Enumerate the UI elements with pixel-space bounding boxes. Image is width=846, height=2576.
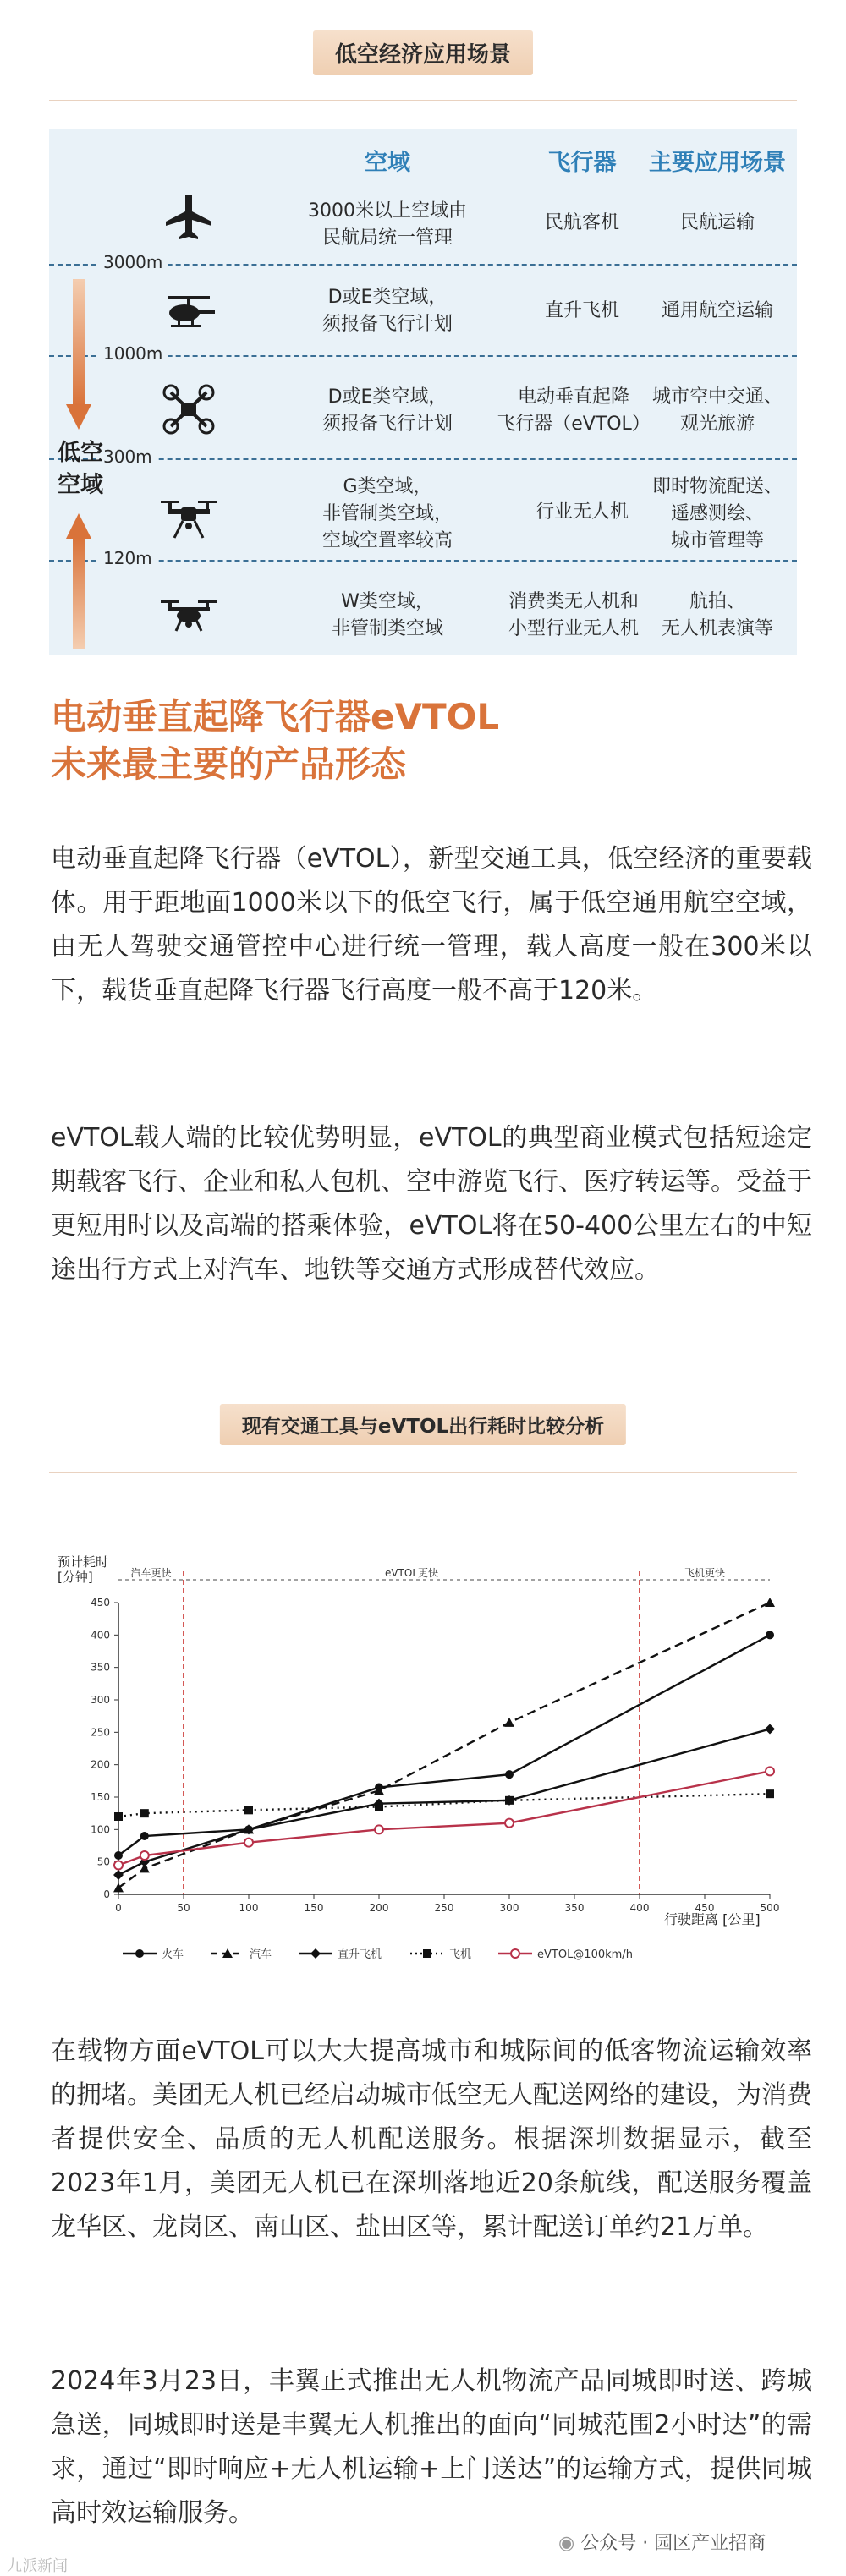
- legend-label: 直升飞机: [338, 1948, 382, 1961]
- section-title-chart: 现有交通工具与eVTOL出行耗时比较分析: [220, 1404, 626, 1445]
- chart-svg: [42, 1514, 804, 1987]
- altitude-label-1000: 1000m: [98, 343, 168, 364]
- data-point: [140, 1832, 149, 1840]
- data-point: [140, 1809, 149, 1817]
- legend-label: 汽车: [250, 1948, 272, 1961]
- row4-scene: 即时物流配送、 遥感测绘、 城市管理等: [651, 476, 783, 551]
- row2-aircraft: 直升飞机: [544, 300, 619, 321]
- industrial-drone-icon: [159, 494, 218, 545]
- x-tick-label: 350: [564, 1902, 585, 1914]
- data-point: [375, 1803, 383, 1811]
- low-airspace-label: 低空 空域: [58, 440, 103, 498]
- row4-aircraft: 行业无人机: [535, 501, 629, 523]
- region-label: eVTOL更快: [384, 1567, 439, 1579]
- data-point: [765, 1724, 775, 1735]
- altitude-label-120: 120m: [98, 548, 157, 568]
- x-tick-label: 0: [115, 1902, 122, 1914]
- row2-scene: 通用航空运输: [661, 300, 773, 321]
- altitude-line-300: [49, 458, 797, 460]
- data-point: [765, 1598, 775, 1607]
- x-tick-label: 250: [434, 1902, 454, 1914]
- row5-aircraft: 消费类无人机和 小型行业无人机: [508, 591, 639, 639]
- x-tick-label: 400: [629, 1902, 650, 1914]
- region-label: 汽车更快: [130, 1567, 172, 1579]
- data-point: [114, 1812, 123, 1821]
- y-tick-label: 50: [96, 1855, 110, 1868]
- data-point: [766, 1631, 774, 1639]
- data-point: [375, 1825, 383, 1833]
- row5-scene: 航拍、 无人机表演等: [661, 591, 773, 639]
- row4-airspace: G类空域， 非管制类空域， 空域空置率较高: [321, 476, 453, 551]
- altitude-label-3000: 3000m: [98, 252, 168, 272]
- x-tick-label: 100: [239, 1902, 259, 1914]
- data-point: [114, 1851, 123, 1860]
- data-point: [505, 1819, 514, 1828]
- y-tick-label: 400: [91, 1629, 110, 1642]
- y-tick-label: 450: [91, 1597, 110, 1609]
- y-tick-label: 0: [103, 1888, 110, 1900]
- series-line: [118, 1771, 770, 1865]
- legend-label: 火车: [162, 1948, 184, 1961]
- row2-airspace: D或E类空域， 须报备飞行计划: [321, 287, 453, 335]
- legend-marker: [423, 1949, 431, 1958]
- series-line: [118, 1635, 770, 1855]
- footer-account: ◉ 公众号 · 园区产业招商: [558, 2533, 766, 2554]
- row3-scene: 城市空中交通、 观光旅游: [651, 386, 783, 435]
- airplane-icon: [159, 191, 218, 242]
- y-tick-label: 350: [91, 1661, 110, 1674]
- y-tick-label: 150: [91, 1791, 110, 1803]
- low-altitude-table: [49, 129, 797, 655]
- arrow-up-icon: [66, 513, 91, 649]
- wechat-icon: ◉: [558, 2533, 581, 2554]
- y-tick-label: 100: [91, 1823, 110, 1836]
- legend-label: eVTOL@100km/h: [537, 1948, 633, 1961]
- data-point: [766, 1789, 774, 1798]
- y-axis-label: 预计耗时: [58, 1554, 109, 1570]
- data-point: [114, 1861, 123, 1870]
- legend-label: 飞机: [449, 1948, 472, 1961]
- series-line: [118, 1794, 770, 1817]
- legend-marker: [511, 1949, 519, 1958]
- row5-airspace: W类空域， 非管制类空域: [331, 591, 443, 639]
- y-tick-label: 300: [91, 1694, 110, 1706]
- paragraph-2: eVTOL载人端的比较优势明显，eVTOL的典型商业模式包括短途定期载客飞行、企业和私人包机、空中游览飞行、医疗转运等。受益于更短用时以及高端的搭乘体验，eVTOL将在50-400公里左右的中短途出行方式上对汽车、地铁等交通方式形成替代效应。: [51, 1123, 812, 1285]
- arrow-down-icon: [66, 279, 91, 431]
- data-point: [113, 1870, 124, 1880]
- data-point: [140, 1851, 149, 1860]
- y-tick-label: 250: [91, 1726, 110, 1739]
- divider: [49, 1472, 797, 1473]
- data-point: [505, 1796, 514, 1805]
- altitude-label-300: 300m: [98, 447, 157, 467]
- region-label: 飞机更快: [684, 1567, 726, 1579]
- data-point: [244, 1806, 253, 1814]
- data-point: [504, 1718, 514, 1727]
- watermark: 九派新闻: [7, 2557, 68, 2575]
- y-axis-label-unit: [分钟]: [58, 1570, 93, 1585]
- x-tick-label: 300: [499, 1902, 519, 1914]
- x-tick-label: 450: [695, 1902, 715, 1914]
- row3-aircraft: 电动垂直起降 飞行器（eVTOL）: [497, 386, 651, 435]
- paragraph-1: 电动垂直起降飞行器（eVTOL），新型交通工具，低空经济的重要载体。用于距地面1000米以下的低空飞行，属于低空通用航空空域，由无人驾驶交通管控中心进行统一管理，载人高度一般在300米以下，载货垂直起降飞行器飞行高度一般不高于120米。: [51, 844, 812, 1006]
- legend-marker: [135, 1949, 144, 1958]
- helicopter-icon: [159, 286, 218, 337]
- header-airspace: 空域: [365, 150, 410, 176]
- data-point: [766, 1767, 774, 1775]
- x-tick-label: 500: [760, 1902, 780, 1914]
- x-tick-label: 150: [304, 1902, 324, 1914]
- x-tick-label: 50: [177, 1902, 190, 1914]
- x-axis-label: 行驶距离 [公里]: [664, 1911, 761, 1927]
- header-scene: 主要应用场景: [649, 150, 786, 176]
- legend-marker: [310, 1948, 321, 1959]
- header-aircraft: 飞行器: [547, 150, 617, 176]
- row1-airspace: 3000米以上空域由 民航局统一管理: [308, 200, 467, 249]
- paragraph-4: 2024年3月23日，丰翼正式推出无人机物流产品同城即时送、跨城急送，同城即时送是丰翼无人机推出的面向“同城范围2小时达”的需求，通过“即时响应+无人机运输+上门送达”的运输方式，提供同城高时效运输服务。: [51, 2366, 812, 2528]
- travel-time-chart: [42, 1514, 804, 1987]
- evtol-icon: [159, 384, 218, 435]
- series-line: [118, 1603, 770, 1888]
- data-point: [505, 1770, 514, 1779]
- data-point: [244, 1839, 253, 1847]
- x-tick-label: 200: [369, 1902, 389, 1914]
- row1-scene: 民航运输: [679, 212, 755, 233]
- consumer-drone-icon: [159, 592, 218, 643]
- section-title-scenes: 低空经济应用场景: [313, 30, 533, 75]
- paragraph-3: 在载物方面eVTOL可以大大提高城市和城际间的低客物流运输效率的拥堵。美团无人机已经启动城市低空无人配送网络的建设，为消费者提供安全、品质的无人机配送服务。根据深圳数据显示，截至2023年1月，美团无人机已在深圳落地近20条航线，配送服务覆盖龙华区、龙岗区、南山区、盐田区等，累计配送订单约21万单。: [51, 2036, 812, 2242]
- row1-aircraft: 民航客机: [544, 212, 619, 233]
- altitude-line-120: [49, 560, 797, 562]
- series-line: [118, 1729, 770, 1876]
- divider: [49, 100, 797, 101]
- y-tick-label: 200: [91, 1758, 110, 1771]
- headline: 电动垂直起降飞行器eVTOL 未来最主要的产品形态: [51, 696, 500, 785]
- row3-airspace: D或E类空域， 须报备飞行计划: [321, 386, 453, 435]
